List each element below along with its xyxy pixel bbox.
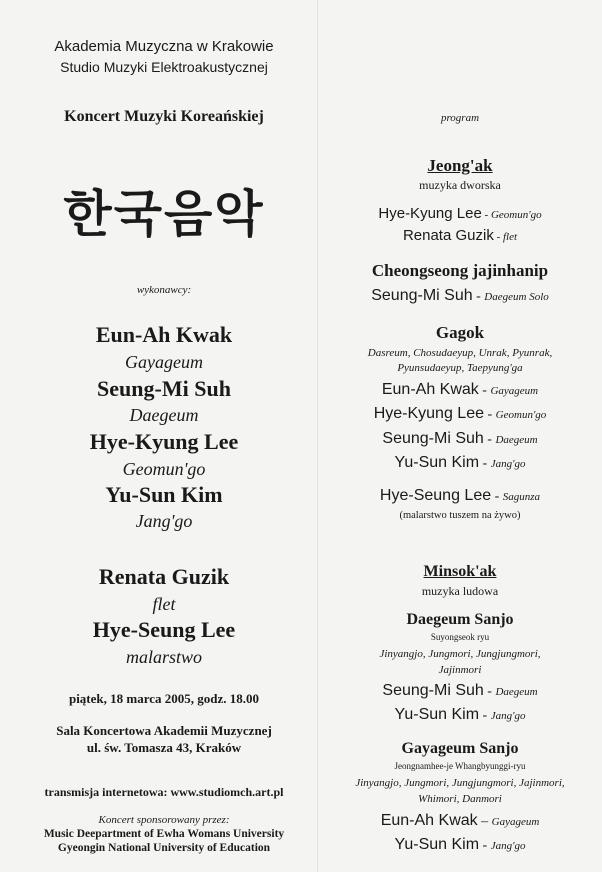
program-label: program	[440, 112, 480, 124]
performer-instrument: Geomun'go	[490, 209, 542, 221]
section-subtitle: muzyka ludowa	[421, 584, 499, 598]
performer-name: Eun-Ah Kwak	[95, 322, 233, 347]
section-title-cheongseong: Cheongseong jajinhanip	[371, 261, 549, 280]
performer-name: Yu-Sun Kim	[394, 836, 480, 853]
piece-description: Dasreum, Chosudaeyup, Unrak, Pyunrak,	[367, 347, 553, 359]
sponsor-name: Music Deepartment of Ewha Womans University	[43, 828, 285, 840]
performer-name: Hye-Kyung Lee	[89, 429, 239, 454]
piece-description: Pyunsudaeyup, Taepyung'ga	[397, 362, 523, 374]
performer-name: Seung-Mi Suh	[382, 430, 484, 447]
performer-name: Renata Guzik	[98, 564, 230, 589]
performer-name: Yu-Sun Kim	[394, 706, 480, 723]
korean-title: 한국음악	[63, 186, 265, 242]
performer-instrument: Gayageum	[491, 816, 540, 828]
piece-title-gayageum-sanjo: Gayageum Sanjo	[401, 740, 519, 757]
performer-line	[318, 405, 602, 423]
venue-address: ul. św. Tomasza 43, Kraków	[86, 740, 242, 755]
performer-instrument: Gayageum	[490, 385, 539, 397]
performer-name: Hye-Kyung Lee	[378, 205, 482, 222]
concert-date: piątek, 18 marca 2005, godz. 18.00	[68, 691, 260, 706]
separator: –	[477, 814, 492, 829]
performer-name: Renata Guzik	[402, 227, 494, 244]
performer-name: Eun-Ah Kwak	[380, 812, 478, 829]
performer-line	[318, 812, 602, 830]
separator: -	[483, 684, 496, 699]
sponsor-name: Gyeongin National University of Education	[57, 842, 271, 854]
piece-style: Suyongseok ryu	[430, 632, 490, 642]
performer-instrument: Jang'go	[135, 511, 193, 531]
performer-name: Yu-Sun Kim	[105, 482, 223, 507]
studio-name: Studio Muzyki Elektroakustycznej	[60, 59, 268, 75]
separator: -	[479, 838, 491, 853]
performers-label: wykonawcy:	[136, 284, 192, 296]
piece-title-daegeum-sanjo: Daegeum Sanjo	[406, 611, 514, 628]
performer-instrument: Geomun'go	[495, 409, 547, 421]
separator: -	[481, 209, 491, 221]
separator: -	[484, 407, 496, 422]
section-title-jeongak: Jeong'ak	[427, 156, 493, 175]
performer-name: Seung-Mi Suh	[371, 287, 473, 304]
performer-name: Hye-Seung Lee	[379, 487, 492, 504]
performer-line	[318, 227, 602, 244]
performer-line	[318, 381, 602, 399]
performer-line	[318, 430, 602, 448]
performer-instrument: Jang'go	[490, 458, 526, 470]
performer-instrument: Jang'go	[490, 840, 526, 852]
performer-name: Hye-Seung Lee	[92, 617, 236, 642]
separator: -	[493, 231, 503, 243]
performer-instrument: Daegeum	[495, 686, 538, 698]
performer-line	[318, 706, 602, 724]
performer-instrument: malarstwo	[125, 647, 203, 667]
section-title-gagok: Gagok	[435, 323, 485, 342]
concert-title: Koncert Muzyki Koreańskiej	[64, 108, 264, 125]
separator: -	[478, 383, 491, 398]
performer-instrument: flet	[503, 231, 518, 243]
painting-note: (malarstwo tuszem na żywo)	[399, 510, 521, 521]
sponsored-label: Koncert sponsorowany przez:	[98, 814, 230, 826]
piece-style: Jeongnamhee-je Whangbyunggi-ryu	[394, 761, 526, 771]
performer-name: Seung-Mi Suh	[382, 682, 484, 699]
performer-name: Yu-Sun Kim	[394, 454, 480, 471]
section-title-minsokak: Minsok'ak	[423, 563, 497, 580]
performer-name: Hye-Kyung Lee	[373, 405, 484, 422]
section-subtitle: muzyka dworska	[419, 178, 501, 192]
performer-instrument: Sagunza	[502, 491, 541, 503]
academy-name: Akademia Muzyczna w Krakowie	[54, 38, 274, 55]
performer-instrument: Gayageum	[125, 352, 203, 372]
separator: -	[483, 432, 496, 447]
separator: -	[479, 708, 491, 723]
performer-instrument: Jang'go	[490, 710, 526, 722]
separator: -	[479, 456, 491, 471]
performer-name: Seung-Mi Suh	[97, 376, 231, 401]
performer-line	[318, 487, 602, 505]
piece-description: Jinyangjo, Jungmori, Jungjungmori,	[379, 648, 541, 660]
separator: -	[491, 489, 503, 504]
piece-description: Jajinmori	[438, 664, 482, 676]
piece-description: Whimori, Danmori	[418, 793, 502, 805]
performer-name: Eun-Ah Kwak	[381, 381, 479, 398]
performer-instrument: Geomun'go	[122, 459, 206, 479]
performer-instrument: Daegeum	[495, 434, 538, 446]
performer-line	[318, 287, 602, 305]
webcast-info: transmisja internetowa: www.studiomch.art.pl	[44, 785, 284, 799]
separator: -	[472, 289, 485, 304]
performer-instrument: Daegeum Solo	[484, 291, 549, 303]
performer-line	[318, 682, 602, 700]
piece-description: Jinyangjo, Jungmori, Jungjungmori, Jajinmori,	[355, 777, 565, 789]
venue-hall: Sala Koncertowa Akademii Muzycznej	[56, 723, 272, 738]
performer-instrument: flet	[152, 594, 176, 614]
performer-line	[318, 836, 602, 854]
performer-line	[318, 205, 602, 222]
performer-instrument: Daegeum	[129, 405, 199, 425]
performer-line	[318, 454, 602, 472]
